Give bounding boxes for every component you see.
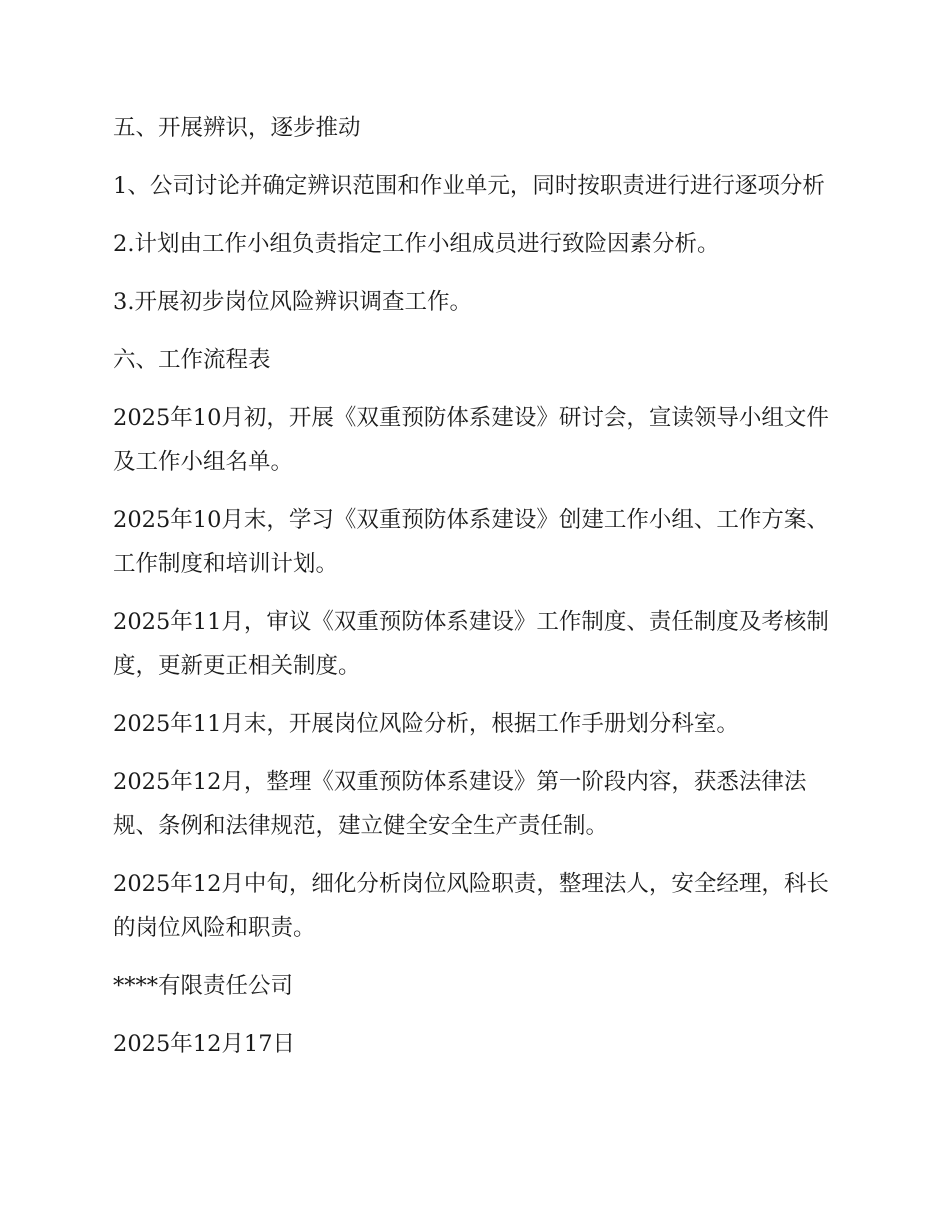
schedule-item: 2025年10月初，开展《双重预防体系建设》研讨会，宣读领导小组文件及工作小组名单。 <box>113 405 829 475</box>
company-signature: ****有限责任公司 <box>113 973 294 999</box>
paragraph-step-3: 3.开展初步岗位风险辨识调查工作。 <box>113 289 472 315</box>
schedule-item: 2025年12月中旬，细化分析岗位风险职责，整理法人，安全经理，科长的岗位风险和职责。 <box>113 871 829 941</box>
schedule-item: 2025年12月，整理《双重预防体系建设》第一阶段内容，获悉法律法规、条例和法律规范，建立健全安全生产责任制。 <box>113 769 807 839</box>
schedule-item: 2025年10月末，学习《双重预防体系建设》创建工作小组、工作方案、工作制度和培训计划。 <box>113 507 829 577</box>
schedule-item: 2025年11月，审议《双重预防体系建设》工作制度、责任制度及考核制度，更新更正相关制度。 <box>113 609 829 679</box>
section-heading-5: 五、开展辨识，逐步推动 <box>113 115 361 141</box>
paragraph-step-1: 1、公司讨论并确定辨识范围和作业单元，同时按职责进行进行逐项分析 <box>113 173 825 199</box>
schedule-item: 2025年11月末，开展岗位风险分析，根据工作手册划分科室。 <box>113 711 739 737</box>
document-body <box>113 106 833 1080</box>
paragraph-step-2: 2.计划由工作小组负责指定工作小组成员进行致险因素分析。 <box>113 231 720 257</box>
document-date: 2025年12月17日 <box>113 1031 296 1057</box>
section-heading-6: 六、工作流程表 <box>113 347 271 373</box>
